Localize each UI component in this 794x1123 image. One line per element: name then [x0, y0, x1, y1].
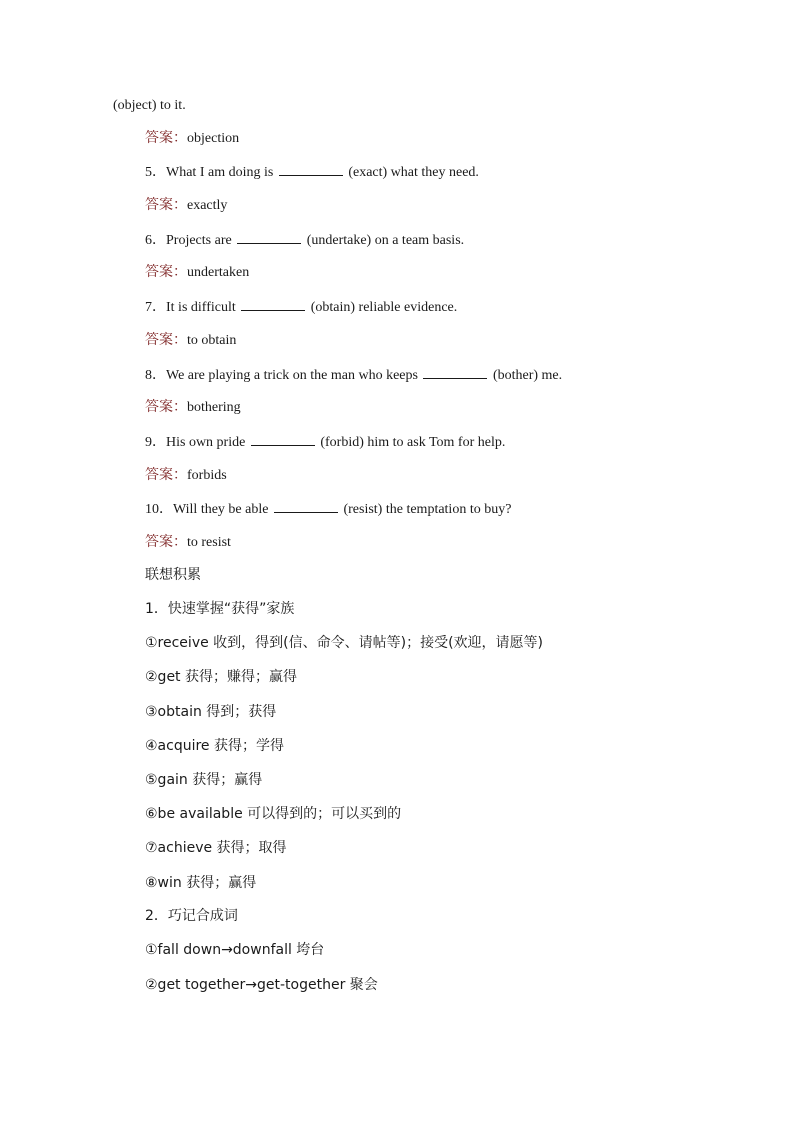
vocab-item: ⑧win 获得；赢得 — [145, 875, 257, 891]
question-text: (forbid) him to ask Tom for help. — [316, 435, 506, 450]
question-text: 7．It is difficult — [145, 300, 240, 315]
answer-10 — [145, 533, 231, 552]
question-8 — [145, 365, 562, 385]
blank — [251, 432, 315, 446]
blank — [274, 499, 338, 513]
question-text: (exact) what they need. — [344, 165, 479, 180]
subsection-title-2: 2．巧记合成词 — [145, 908, 238, 924]
question-6 — [145, 230, 464, 250]
answer-text: forbids — [187, 468, 227, 483]
blank — [237, 230, 301, 244]
blank — [241, 297, 305, 311]
vocab-item: ④acquire 获得；学得 — [145, 738, 284, 754]
vocab-item: ①receive 收到，得到(信、命令、请帖等)；接受(欢迎，请愿等) — [145, 635, 544, 651]
answer-label: 答案： — [145, 264, 187, 280]
answer-text: bothering — [187, 400, 241, 415]
answer-text: to resist — [187, 535, 231, 550]
answer-label: 答案： — [145, 534, 187, 550]
vocab-item: ⑤gain 获得；赢得 — [145, 772, 263, 788]
text: (object) to it. — [113, 98, 186, 113]
answer-text: exactly — [187, 198, 228, 213]
answer-text: objection — [187, 131, 240, 146]
answer-label: 答案： — [145, 467, 187, 483]
answer-5 — [145, 196, 227, 215]
question-text: (bother) me. — [489, 368, 563, 383]
vocab-item: ②get 获得；赚得；赢得 — [145, 669, 297, 685]
vocab-item: ③obtain 得到；获得 — [145, 704, 277, 720]
answer-text: undertaken — [187, 265, 250, 280]
answer-4 — [145, 129, 239, 148]
subsection-title-1: 1．快速掌握“获得”家族 — [145, 601, 295, 617]
question-text: 5．What I am doing is — [145, 165, 277, 180]
question-text: 9．His own pride — [145, 435, 249, 450]
question-text: (obtain) reliable evidence. — [307, 300, 458, 315]
question-text: (undertake) on a team basis. — [303, 233, 465, 248]
section-title: 联想积累 — [145, 567, 201, 583]
question-4-continuation — [113, 97, 186, 115]
question-9 — [145, 432, 505, 452]
answer-text: to obtain — [187, 333, 237, 348]
question-text: 6．Projects are — [145, 233, 236, 248]
answer-label: 答案： — [145, 197, 187, 213]
question-text: 10．Will they be able — [145, 502, 272, 517]
question-text: 8．We are playing a trick on the man who keeps — [145, 368, 422, 383]
blank — [423, 365, 487, 379]
question-7 — [145, 297, 457, 317]
answer-label: 答案： — [145, 332, 187, 348]
answer-label: 答案： — [145, 130, 187, 146]
vocab-item: ⑥be available 可以得到的；可以买到的 — [145, 806, 402, 822]
answer-8 — [145, 398, 241, 417]
blank — [279, 162, 343, 176]
answer-label: 答案： — [145, 399, 187, 415]
compound-item: ①fall down→downfall 垮台 — [145, 942, 325, 958]
answer-7 — [145, 331, 236, 350]
compound-item: ②get together→get-together 聚会 — [145, 977, 378, 993]
question-text: (resist) the temptation to buy? — [339, 502, 512, 517]
answer-6 — [145, 263, 249, 282]
question-10 — [145, 499, 511, 519]
question-5 — [145, 162, 479, 182]
answer-9 — [145, 466, 227, 485]
vocab-item: ⑦achieve 获得；取得 — [145, 840, 287, 856]
